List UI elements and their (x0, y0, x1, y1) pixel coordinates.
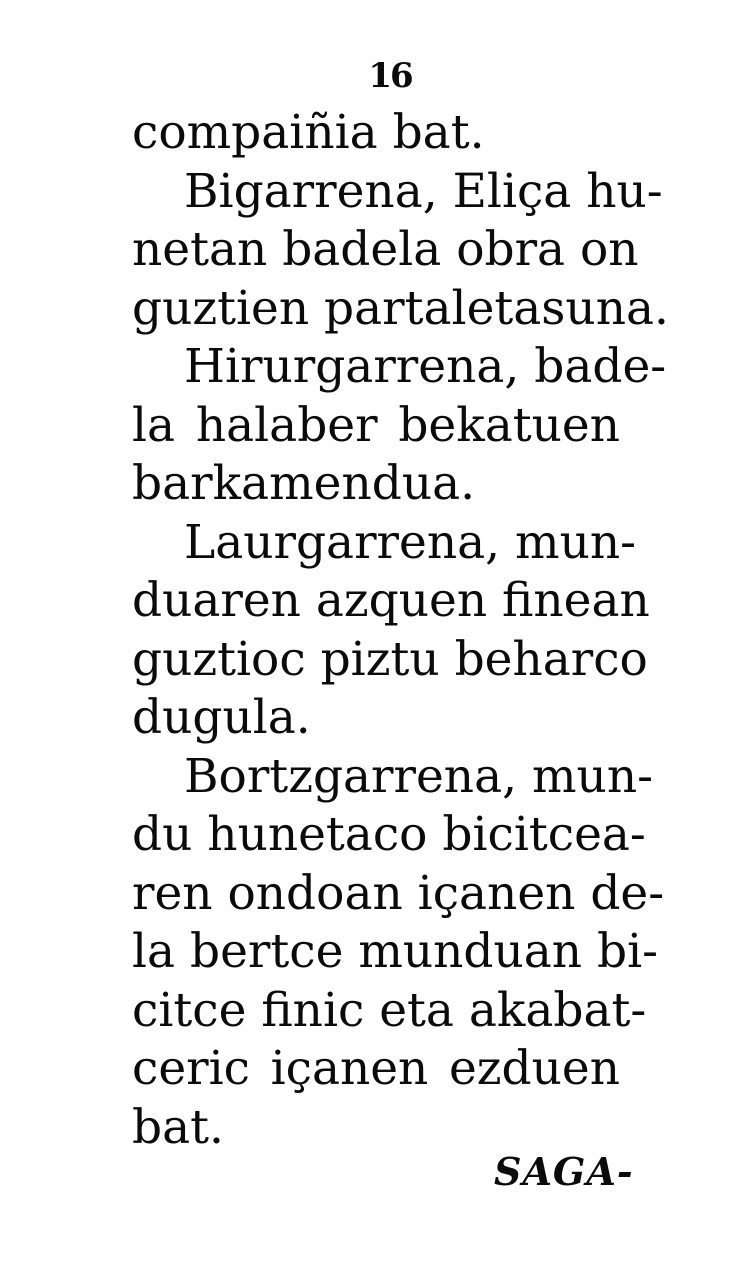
text-line: Bigarrena, Eliça hu- (184, 163, 663, 219)
text-line: barkamendua. (132, 456, 476, 511)
text-line: Hirurgarrena, bade- (184, 339, 667, 394)
text-line: bat. (132, 1099, 224, 1155)
text-line: citce finic eta akabat- (132, 982, 647, 1038)
text-line: la bertce munduan bi- (132, 924, 659, 979)
text-line: Bortzgarrena, mun- (184, 748, 653, 804)
text-line: netan badela obra on (132, 222, 639, 277)
text-line: ceric içanen ezduen (132, 1041, 620, 1096)
text-line: du hunetaco bicitcea- (132, 807, 646, 862)
body-text (132, 104, 669, 1157)
text-line: compaiñia bat. (132, 105, 485, 160)
text-line: guztien partaletasuna. (132, 280, 669, 336)
text-line: guztioc piztu beharco (132, 631, 648, 687)
page-number: 16 (368, 56, 412, 96)
text-line: Laurgarrena, mun- (184, 514, 636, 570)
text-line: dugula. (132, 690, 311, 745)
text-line: ren ondoan içanen de- (132, 865, 665, 921)
text-line: la halaber bekatuen (132, 397, 620, 453)
text-line: duaren azquen finean (132, 573, 650, 628)
catchword: SAGA- (494, 1149, 634, 1194)
